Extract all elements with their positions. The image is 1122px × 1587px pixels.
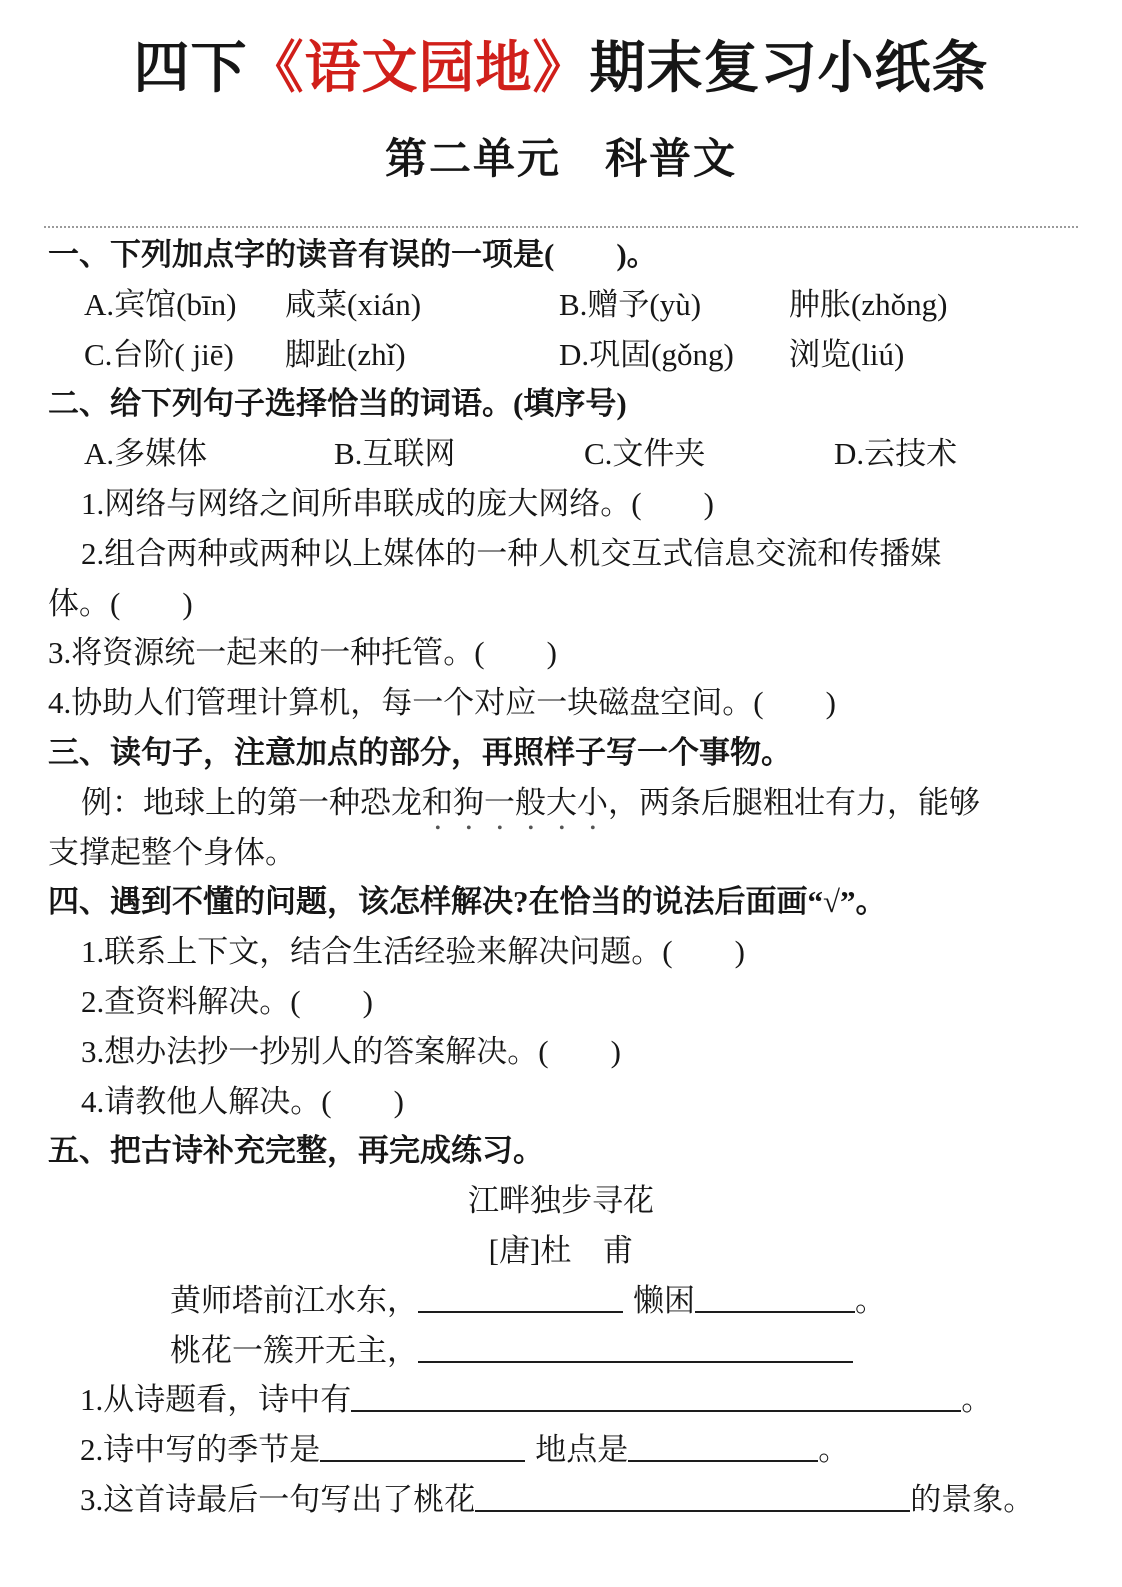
sub-1-text: 1.从诗题看，诗中有 (80, 1382, 352, 1418)
sub-2-period: 。 (818, 1432, 850, 1468)
answer-blank (418, 1330, 853, 1363)
unit-subtitle: 第二单元 科普文 (384, 137, 737, 183)
question-4-item-2: 2.查资料解决。( ) (81, 983, 373, 1019)
section-question-1 (48, 230, 1074, 379)
answer-blank (418, 1280, 623, 1313)
option-d-word-1: D.巩固(gǒng) (559, 336, 734, 372)
sub-1-period: 。 (961, 1382, 993, 1418)
question-2-heading: 二、给下列句子选择恰当的词语。(填序号) (48, 386, 627, 422)
question-3-heading: 三、读句子，注意加点的部分，再照样子写一个事物。 (48, 734, 792, 770)
poem-author: [唐]杜 甫 (488, 1232, 634, 1268)
poem-line-1-text: 黄师塔前江水东， (170, 1282, 418, 1318)
word-option-c: C.文件夹 (584, 436, 706, 472)
question-2-word-options (84, 429, 1074, 479)
answer-blank (628, 1429, 818, 1462)
section-question-3 (48, 728, 1074, 877)
option-b-word-2: 肿胀(zhǒng) (789, 286, 948, 322)
poem-line-1 (170, 1276, 1074, 1326)
poem-line-2 (170, 1326, 1074, 1376)
word-option-a: A.多媒体 (84, 436, 208, 472)
poem-line-1-mid: 懒困 (633, 1282, 695, 1318)
sub-2-mid: 地点是 (535, 1432, 629, 1468)
page-title (48, 36, 1074, 102)
question-3-example-line-1 (81, 778, 1074, 828)
section-question-5 (48, 1126, 1074, 1524)
word-option-b: B.互联网 (334, 436, 456, 472)
dotted-divider (44, 226, 1078, 228)
title-suffix: 期末复习小纸条 (589, 38, 989, 100)
sub-2-text: 2.诗中写的季节是 (80, 1432, 321, 1468)
example-dotted-words: 和狗一般大小 (422, 784, 608, 820)
option-c-word-2: 脚趾(zhǐ) (285, 336, 406, 372)
poem-title: 江畔独步寻花 (468, 1183, 654, 1219)
question-1-heading: 一、下列加点字的读音有误的一项是( )。 (48, 237, 658, 272)
answer-blank (320, 1429, 525, 1462)
option-a-word-2: 咸菜(xián) (285, 286, 422, 322)
question-2-item-3: 3.将资源统一起来的一种托管。( ) (48, 635, 557, 671)
question-2-item-2-line-2: 体。( ) (48, 585, 193, 621)
example-prefix: 例：地球上的第一种恐龙 (81, 784, 422, 820)
worksheet-body (48, 230, 1074, 1525)
sub-3-suffix: 的景象。 (910, 1481, 1035, 1517)
question-4-item-1: 1.联系上下文，结合生活经验来解决问题。( ) (81, 934, 745, 970)
poem-line-2-text: 桃花一簇开无主， (170, 1332, 418, 1368)
question-3-example-line-2: 支撑起整个身体。 (48, 834, 296, 870)
option-b-word-1: B.赠予(yù) (559, 286, 702, 322)
example-rest: ，两条后腿粗壮有力，能够 (608, 784, 980, 820)
question-5-sub-1 (80, 1375, 1074, 1425)
question-4-item-4: 4.请教他人解决。( ) (81, 1083, 404, 1119)
section-question-4 (48, 877, 1074, 1126)
title-highlight: 《语文园地》 (247, 38, 590, 100)
question-1-options-row-1 (84, 280, 1074, 330)
question-1-options-row-2 (84, 330, 1074, 380)
question-5-sub-2 (80, 1425, 1074, 1475)
sub-3-text: 3.这首诗最后一句写出了桃花 (80, 1481, 476, 1517)
question-4-heading: 四、遇到不懂的问题，该怎样解决?在恰当的说法后面画“√”。 (48, 884, 887, 920)
question-2-item-2-line-1: 2.组合两种或两种以上媒体的一种人机交互式信息交流和传播媒 (81, 535, 942, 571)
option-d-word-2: 浏览(liú) (789, 336, 905, 372)
answer-blank (475, 1479, 910, 1512)
question-5-sub-3 (80, 1475, 1074, 1525)
question-4-item-3: 3.想办法抄一抄别人的答案解决。( ) (81, 1033, 621, 1069)
question-2-item-4: 4.协助人们管理计算机，每一个对应一块磁盘空间。( ) (48, 685, 836, 721)
answer-blank (351, 1379, 961, 1412)
question-5-heading: 五、把古诗补充完整，再完成练习。 (48, 1133, 544, 1169)
section-question-2 (48, 379, 1074, 728)
poem-line-1-period: 。 (855, 1282, 886, 1318)
title-prefix: 四下 (133, 38, 248, 100)
option-a-word-1: A.宾馆(bīn) (84, 286, 237, 322)
word-option-d: D.云技术 (834, 436, 958, 472)
option-c-word-1: C.台阶( jiē) (84, 336, 234, 372)
answer-blank (695, 1280, 855, 1313)
question-2-item-1: 1.网络与网络之间所串联成的庞大网络。( ) (81, 485, 714, 521)
